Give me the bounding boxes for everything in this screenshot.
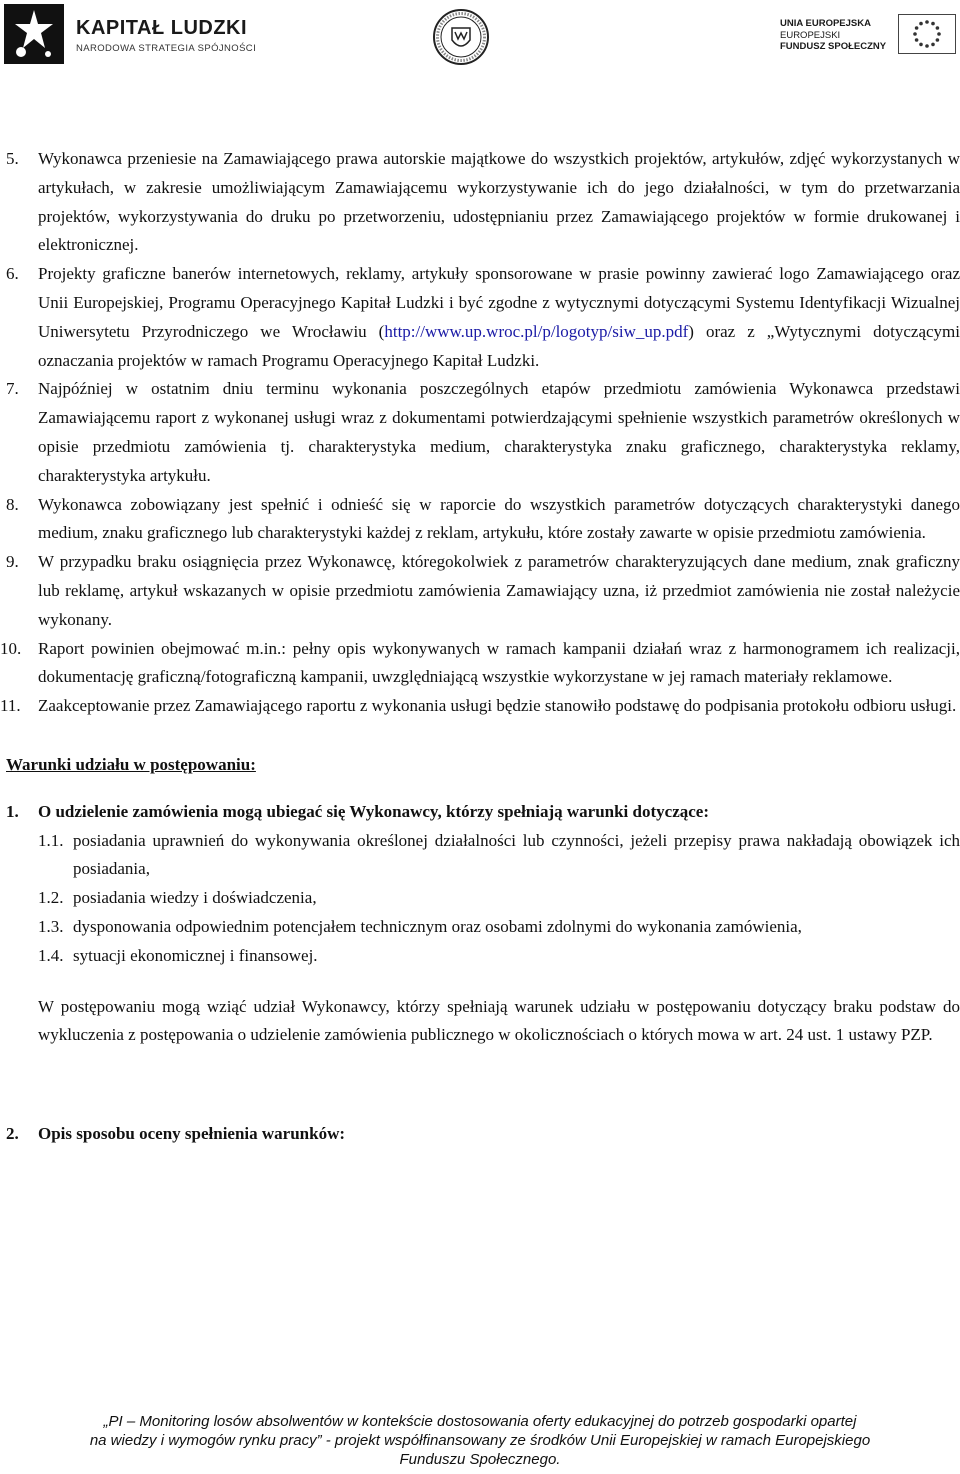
item-text: Projekty graficzne banerów internetowych, reklamy, artykuły sponsorowane w prasie powinny zawierać logo Zamawiającego oraz Unii Europejskiej, Programu Operacyjnego Kapitał Ludzki i być zgodne z wytycznymi dotyczącymi Systemu Identyfikacji Wizualnej Uniwersytetu Przyrodniczego we Wrocławiu ( <box>38 264 960 341</box>
eu-logo-line1: UNIA EUROPEJSKA <box>780 18 871 29</box>
item-number: 6. <box>6 264 19 284</box>
item-text: Najpóźniej w ostatnim dniu terminu wykonania poszczególnych etapów przedmiotu zamówienia Wykonawca przedstawi Zamawiającemu raport z wykonanej usługi wraz z dokumentami potwierdzającymi spełnienie wszystkich parametrów określonych w opisie przedmiotu zamówienia tj. charakterystyka medium, charakterystyka znaku graficznego, charakterystyka reklamy, charakterystyka artykułu. <box>38 379 960 485</box>
conditions-number: 1. <box>6 801 19 821</box>
list-item <box>0 548 960 634</box>
sub-item-text: posiadania wiedzy i doświadczenia, <box>73 888 317 908</box>
page-header <box>0 0 960 80</box>
sub-item <box>0 913 960 942</box>
sub-item <box>0 884 960 913</box>
sub-item-text: posiadania uprawnień do wykonywania określonej działalności lub czynności, jeżeli przepisy prawa nakładają obowiązek ich posiadania, <box>73 830 960 879</box>
list-item <box>0 260 960 375</box>
item-number: 8. <box>6 494 19 514</box>
list-item <box>0 375 960 490</box>
kapital-ludzki-logo <box>4 4 257 64</box>
sub-item-text: dysponowania odpowiednim potencjałem technicznym oraz osobami zdolnymi do wykonania zamówienia, <box>73 916 802 936</box>
item-number: 10. <box>0 638 22 658</box>
footer-line1: „PI – Monitoring losów absolwentów w kontekście dostosowania oferty edukacyjnej do potrzeb gospodarki opartej <box>103 1413 857 1430</box>
list-item <box>0 491 960 549</box>
item-number: 11. <box>0 696 21 716</box>
logotype-link[interactable]: http://www.up.wroc.pl/p/logotyp/siw_up.pdf <box>384 321 689 341</box>
eu-logo-line3: FUNDUSZ SPOŁECZNY <box>780 41 887 52</box>
document-body <box>0 145 960 1149</box>
item-text: Zaakceptowanie przez Zamawiającego raportu z wykonania usługi będzie stanowiło podstawę do podpisania protokołu odbioru usługi. <box>38 696 957 716</box>
conditions-heading-text: O udzielenie zamówienia mogą ubiegać się Wykonawcy, którzy spełniają warunki dotyczące: <box>38 801 709 821</box>
eu-flag-icon <box>898 14 956 54</box>
footer-line3: Funduszu Społecznego. <box>399 1451 561 1468</box>
list-item <box>0 692 960 721</box>
section2-number: 2. <box>6 1124 19 1144</box>
conditions-heading <box>0 798 960 827</box>
sub-item <box>0 827 960 885</box>
item-text-after: ) oraz z „Wytycznymi dotyczącymi oznaczania projektów w ramach Programu Operacyjnego Kapitał Ludzki. <box>38 321 960 370</box>
item-text: Wykonawca zobowiązany jest spełnić i odnieść się w raporcie do wszystkich parametrów dotyczących charakterystyki danego medium, znaku graficznego lub charakterystyki każdej z reklam, artykułu, które zostały zawarte w opisie przedmiotu zamówienia. <box>38 494 960 543</box>
sub-item <box>0 942 960 971</box>
kapital-ludzki-subtitle: NARODOWA STRATEGIA SPÓJNOŚCI <box>76 43 257 54</box>
footer-line2: na wiedzy i wymogów rynku pracy” - projekt współfinansowany ze środków Unii Europejskiej w ramach Europejskiego <box>89 1432 871 1449</box>
sub-item-number: 1.1. <box>38 830 64 850</box>
eu-logo-line2: EUROPEJSKI <box>780 29 841 41</box>
kapital-ludzki-emblem-icon <box>4 4 64 64</box>
sub-item-text: sytuacji ekonomicznej i finansowej. <box>73 945 318 965</box>
item-number: 9. <box>6 552 19 572</box>
section2-heading-text: Opis sposobu oceny spełnienia warunków: <box>38 1124 346 1144</box>
eu-logo <box>780 14 960 64</box>
sub-item-number: 1.3. <box>38 916 64 936</box>
item-text: Wykonawca przeniesie na Zamawiającego prawa autorskie majątkowe do wszystkich projektów, artykułów, zdjęć wykorzystanych w artykułach, w zakresie umożliwiającym Zamawiającemu wykorzystywanie ich do jego działalności, w tym do przetwarzania projektów, wykorzystywania do druku po przetworzeniu, udostępnianiu przez Zamawiającego projektów w formie drukowanej i elektronicznej. <box>38 149 960 255</box>
item-number: 5. <box>6 149 19 168</box>
university-seal-icon <box>432 8 490 66</box>
sub-item-number: 1.4. <box>38 945 64 965</box>
conditions-paragraph: W postępowaniu mogą wziąć udział Wykonawcy, którzy spełniają warunek udziału w postępowaniu dotyczący braku podstaw do wykluczenia z postępowania o udzielenie zamówienia publicznego w okolicznościach o których mowa w art. 24 ust. 1 ustawy PZP. <box>38 996 960 1045</box>
sub-item-number: 1.2. <box>38 888 64 908</box>
list-item <box>0 635 960 693</box>
item-text: Raport powinien obejmować m.in.: pełny opis wykonywanych w ramach kampanii działań wraz z harmonogramem ich realizacji, dokumentację graficzną/fotograficzną kampanii, uwzględniającą wszystkie wykorzystane w jej ramach materiały reklamowe. <box>38 638 960 687</box>
section2-heading <box>0 1120 960 1149</box>
page-footer <box>0 1412 960 1469</box>
list-item <box>0 145 960 260</box>
item-number: 7. <box>6 379 19 399</box>
kapital-ludzki-title: KAPITAŁ LUDZKI <box>76 17 248 39</box>
item-text: W przypadku braku osiągnięcia przez Wykonawcę, któregokolwiek z parametrów charakteryzujących dane medium, znak graficzny lub reklamę, artykuł wskazanych w opisie przedmiotu zamówienia Zamawiający uzna, iż przedmiot zamówienia nie został należycie wykonany. <box>38 552 960 629</box>
section-heading: Warunki udziału w postępowaniu: <box>6 754 256 774</box>
